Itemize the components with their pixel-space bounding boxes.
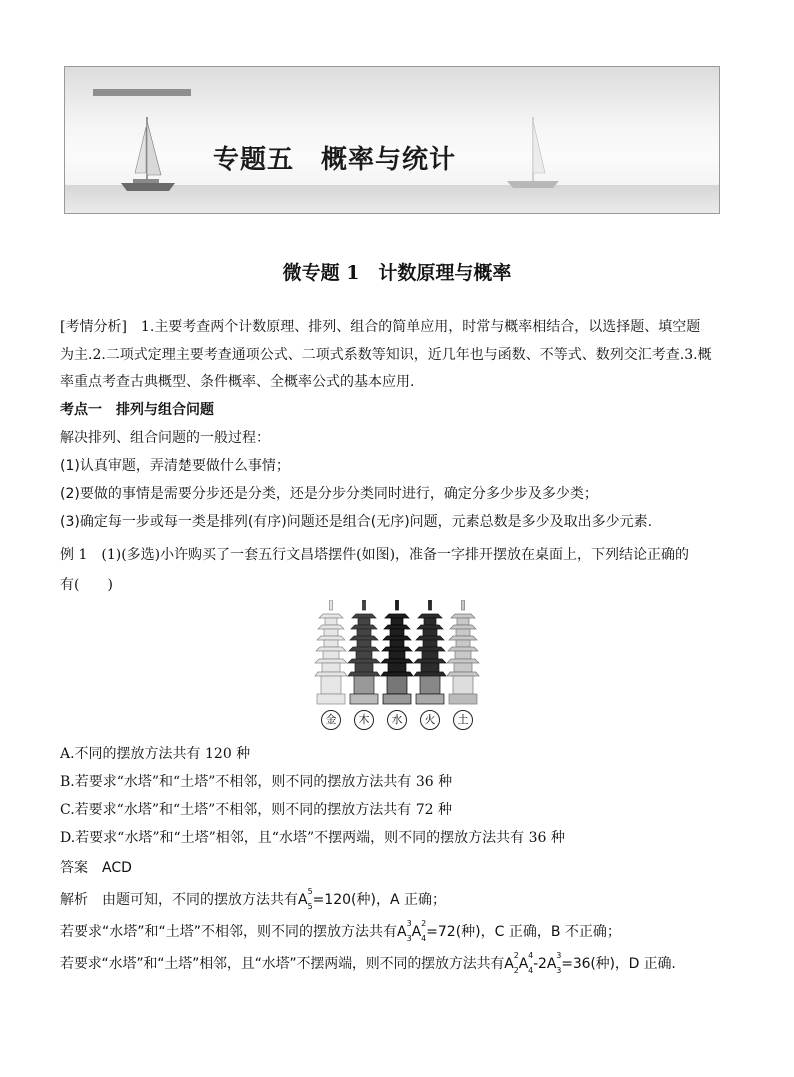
analysis-text-1a: 由题可知，不同的摆放方法共有 — [102, 892, 298, 908]
option-d: D.若要求“水塔”和“土塔”相邻，且“水塔”不摆两端，则不同的摆放方法共有 36 种 — [60, 830, 565, 846]
pagoda-water-icon — [380, 600, 414, 706]
intro-line-2: 为主.2.二项式定理主要考查通项公式、二项式系数等知识，近几年也与函数、不等式、数列交汇考查.3.概 — [60, 347, 712, 363]
perm-a33: A 3 3 — [397, 919, 412, 943]
answer-line — [60, 858, 132, 878]
analysis-line-1 — [60, 887, 446, 911]
pagoda-gold-icon — [314, 600, 348, 706]
analysis-text-3c: =36(种)，D 正确. — [561, 956, 676, 972]
perm-a44: A 4 4 — [518, 951, 534, 975]
intro-line-3: 率重点考查古典概型、条件概率、全概率公式的基本应用. — [60, 374, 415, 390]
pagoda-figure — [314, 600, 480, 732]
analysis-text-3b: -2 — [533, 956, 547, 972]
analysis-text-2a: 若要求“水塔”和“土塔”不相邻，则不同的摆放方法共有 — [60, 924, 398, 940]
option-c: C.若要求“水塔”和“土塔”不相邻，则不同的摆放方法共有 72 种 — [60, 802, 453, 818]
option-a: A.不同的摆放方法共有 120 种 — [60, 746, 251, 762]
chapter-banner — [64, 66, 720, 214]
section-heading: 考点一 排列与组合问题 — [60, 402, 214, 418]
banner-accent-bar — [93, 89, 191, 96]
perm-a33b: A 3 3 — [546, 951, 562, 975]
step-2: (2)要做的事情是需要分步还是分类，还是分步分类同时进行，确定分多少步及多少类； — [60, 486, 598, 502]
analysis-text-2b: =72(种)，C 正确，B 不正确； — [426, 924, 621, 940]
option-b: B.若要求“水塔”和“土塔”不相邻，则不同的摆放方法共有 36 种 — [60, 774, 453, 790]
element-label-water: 水 — [387, 710, 407, 730]
element-label-fire: 火 — [420, 710, 440, 730]
element-label-gold: 金 — [321, 710, 341, 730]
analysis-line-3 — [60, 951, 676, 975]
step-3: (3)确定每一步或每一类是排列(有序)问题还是组合(无序)问题，元素总数是多少及取出多少元素. — [60, 514, 653, 530]
chapter-title: 专题五 概率与统计 — [213, 145, 457, 175]
perm-a42: A 2 4 — [411, 919, 427, 943]
perm-a55: A 5 5 — [298, 887, 313, 911]
sailboat-right-icon — [501, 113, 567, 193]
pagoda-fire-icon — [413, 600, 447, 706]
element-label-wood: 木 — [354, 710, 374, 730]
pagoda-earth-icon — [446, 600, 480, 706]
sailboat-left-icon — [113, 113, 183, 195]
section-subtitle: 微专题 1 计数原理与概率 — [282, 262, 512, 284]
analysis-line-2 — [60, 919, 621, 943]
answer-value: ACD — [102, 860, 132, 876]
answer-label: 答案 — [60, 860, 88, 876]
process-intro: 解决排列、组合问题的一般过程： — [60, 430, 270, 446]
perm-a22: A 2 2 — [504, 951, 519, 975]
step-1: (1)认真审题，弄清楚要做什么事情； — [60, 458, 290, 474]
element-label-earth: 土 — [453, 710, 473, 730]
analysis-text-1b: =120(种)，A 正确； — [312, 892, 446, 908]
example-line-2: 有( ) — [60, 577, 113, 593]
intro-line-1: [考情分析] 1.主要考查两个计数原理、排列、组合的简单应用，时常与概率相结合，以选择题、填空题 — [60, 319, 701, 335]
pagoda-wood-icon — [347, 600, 381, 706]
analysis-text-3a: 若要求“水塔”和“土塔”相邻，且“水塔”不摆两端，则不同的摆放方法共有 — [60, 956, 505, 972]
analysis-label: 解析 — [60, 892, 88, 908]
example-line-1: 例 1 (1)(多选)小许购买了一套五行文昌塔摆件(如图)，准备一字排开摆放在桌面上，下列结论正确的 — [60, 547, 690, 563]
